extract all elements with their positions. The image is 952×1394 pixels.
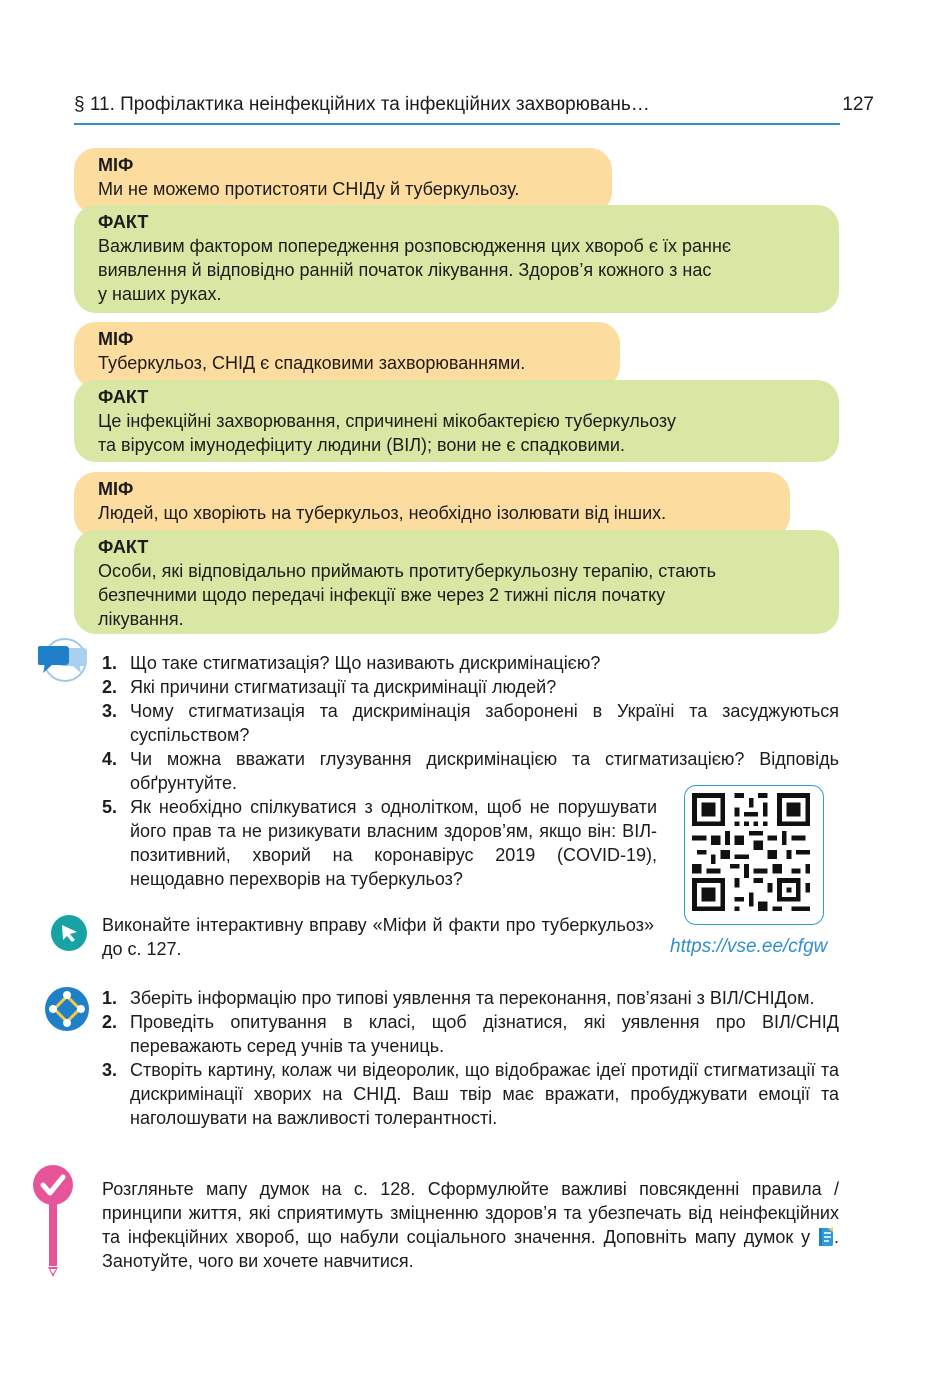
item-text: Проведіть опитування в класі, щоб дізнатися, які уявлення про ВІЛ/СНІД переважають серед учнів та учениць. (130, 1012, 839, 1056)
fact-line: Важливим фактором попередження розповсюдження цих хвороб є їх раннє (98, 236, 732, 256)
item-number: 5. (102, 797, 118, 817)
item-number: 2. (102, 677, 118, 697)
item-number: 3. (102, 701, 118, 721)
qr-code-icon (685, 786, 822, 923)
item-number: 3. (102, 1060, 118, 1080)
reflection-text: Розгляньте мапу думок на с. 128. Сформулюйте важливі повсякденні правила / принципи життя, які сприятимуть зміцненню здоров’я та убезпечать від неінфекційних та інфекційних хвороб, що набули соціального значення. Доповніть мапу думок у (102, 1179, 839, 1247)
qr-code[interactable] (684, 785, 824, 925)
checkmark-pin-icon (32, 1164, 74, 1282)
fact-card-1 (74, 205, 839, 313)
reflection-task (102, 1177, 839, 1273)
myth-label: МІФ (98, 479, 134, 499)
fact-label: ФАКТ (98, 537, 149, 557)
myth-text: Людей, що хворіють на туберкульоз, необхідно ізолювати від інших. (98, 503, 667, 523)
fact-line: безпечними щодо передачі інфекції вже через 2 тижні після початку (98, 585, 666, 605)
fact-card-2 (74, 380, 839, 462)
item-number: 2. (102, 1012, 118, 1032)
myth-label: МІФ (98, 329, 134, 349)
fact-line: виявлення й відповідно ранній початок лікування. Здоров’я кожного з нас (98, 260, 712, 280)
page-header (74, 94, 874, 124)
item-number: 1. (102, 653, 118, 673)
cursor-icon (50, 914, 88, 952)
list-item (102, 1058, 839, 1130)
item-text: Зберіть інформацію про типові уявлення та переконання, пов’язані з ВІЛ/СНІДом. (130, 988, 815, 1008)
myth-card-2 (74, 322, 620, 388)
fact-line: лікування. (98, 609, 184, 629)
item-text: Як необхідно спілкуватися з однолітком, щоб не порушувати його прав та не ризикувати власним здоров’ям, якщо він: ВІЛ-позитивний, хворий на коронавірус 2019 (COVID-19), нещодавно перехворів на туберкульоз? (130, 797, 657, 889)
fact-line: Особи, які відповідально приймають протитуберкульозну терапію, стають (98, 561, 717, 581)
item-text: Які причини стигматизації та дискримінації людей? (130, 677, 557, 697)
item-text: Чи можна вважати глузування дискримінацією та стигматизацією? Відповідь обґрунтуйте. (130, 749, 839, 793)
header-divider (74, 123, 840, 125)
page-number: 127 (842, 94, 874, 115)
fact-line: Це інфекційні захворювання, спричинені мікобактерією туберкульозу (98, 411, 676, 431)
item-text: Створіть картину, колаж чи відеоролик, що відображає ідеї протидії стигматизації та дискримінації хворих на СНІД. Ваш твір має вражати, пробуджувати емоції та наголошувати на важливості толерантності. (130, 1060, 839, 1128)
projects-list (102, 986, 839, 1130)
notebook-icon (818, 1227, 834, 1247)
myth-text: Ми не можемо протистояти СНІДу й туберкульозу. (98, 179, 520, 199)
fact-line: у наших руках. (98, 284, 222, 304)
group-project-icon (44, 986, 90, 1032)
fact-line: та вірусом імунодефіциту людини (ВІЛ); вони не є спадковими. (98, 435, 625, 455)
item-text: Що таке стигматизація? Що називають дискримінацією? (130, 653, 601, 673)
list-item (102, 699, 839, 747)
fact-card-3 (74, 530, 839, 634)
item-text: Чому стигматизація та дискримінація заборонені в Україні та засуджуються суспільством? (130, 701, 839, 745)
fact-label: ФАКТ (98, 212, 149, 232)
item-number: 1. (102, 988, 118, 1008)
list-item (102, 795, 657, 891)
fact-label: ФАКТ (98, 387, 149, 407)
speech-bubbles-icon (38, 638, 90, 682)
list-item (102, 675, 839, 699)
list-item (102, 651, 839, 675)
item-number: 4. (102, 749, 118, 769)
reflection-text-end: . Занотуйте, чого ви хочете навчитися. (102, 1227, 839, 1271)
list-item (102, 1010, 839, 1058)
myth-text: Туберкульоз, СНІД є спадковими захворюваннями. (98, 353, 526, 373)
qr-link[interactable]: https://vse.ee/cfgw (670, 936, 828, 957)
list-item (102, 986, 839, 1010)
section-title: § 11. Профілактика неінфекційних та інфекційних захворювань… (74, 94, 650, 115)
myth-label: МІФ (98, 155, 134, 175)
interactive-task: Виконайте інтерактивну вправу «Міфи й факти про туберкульоз» до с. 127. (102, 915, 654, 959)
myth-card-3 (74, 472, 790, 538)
